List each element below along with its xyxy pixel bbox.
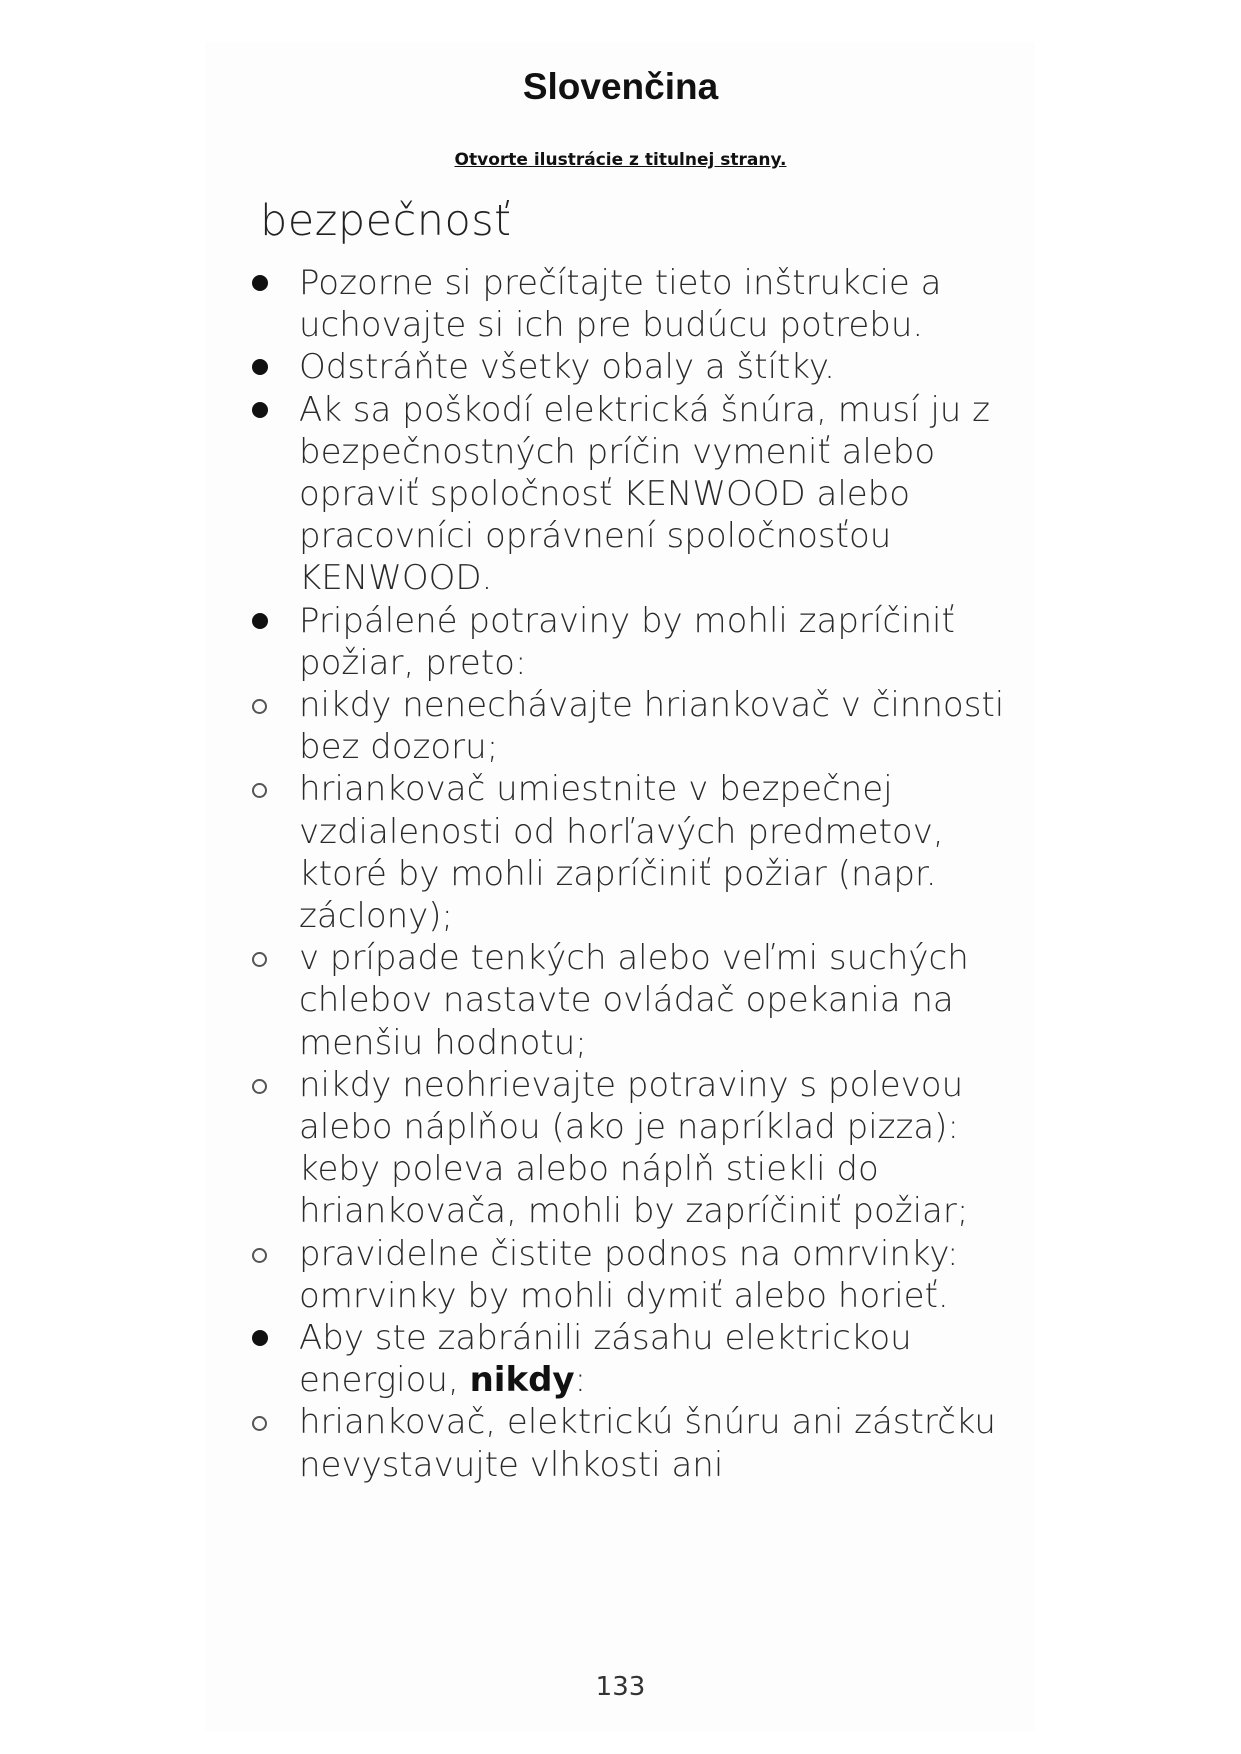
bullet-circle-icon (252, 783, 267, 798)
list-item (252, 262, 1012, 346)
sub-list-item (252, 684, 1012, 768)
list-item (252, 1317, 1012, 1401)
emphasis-text: nikdy (469, 1360, 575, 1401)
list-item-text: pravidelne čistite podnos na omrvinky: omrvinky by mohli dymiť alebo horieť. (299, 1233, 959, 1316)
list-item (252, 346, 1012, 388)
illustration-note: Otvorte ilustrácie z titulnej strany. (454, 150, 787, 170)
sub-list-item (252, 1233, 1012, 1317)
bullet-dot-icon (252, 613, 268, 629)
list-item (252, 600, 1012, 684)
list-item-text: Ak sa poškodí elektrická šnúra, musí ju z bezpečnostných príčin vymeniť alebo opraviť spoločnosť KENWOOD alebo pracovníci oprávnení spoločnosťou KENWOOD. (299, 389, 991, 599)
list-item (252, 389, 1012, 600)
bullet-dot-icon (252, 275, 268, 291)
bullet-circle-icon (252, 699, 267, 714)
page-number: 133 (595, 1672, 646, 1702)
safety-list (252, 262, 1012, 1486)
bullet-circle-icon (252, 1248, 267, 1263)
list-item-text: nikdy neohrievajte potraviny s polevou alebo náplňou (ako je napríklad pizza): keby poleva alebo náplň stiekli do hriankovača, mohli by zapríčiniť požiar; (299, 1064, 969, 1232)
bullet-dot-icon (252, 359, 268, 375)
sub-list-item (252, 768, 1012, 937)
sub-list-item (252, 937, 1012, 1064)
language-title: Slovenčina (522, 66, 719, 107)
list-item-text: v prípade tenkých alebo veľmi suchých chlebov nastavte ovládač opekania na menšiu hodnotu; (299, 938, 969, 1063)
list-item-suffix: : (574, 1360, 587, 1401)
list-item-text: Odstráňte všetky obaly a štítky. (299, 347, 835, 388)
list-item-text: hriankovač, elektrickú šnúru ani zástrčku nevystavujte vlhkosti ani (299, 1402, 996, 1485)
list-item-text: hriankovač umiestnite v bezpečnej vzdialenosti od horľavých predmetov, ktoré by mohli zapríčiniť požiar (napr. záclony); (299, 769, 944, 937)
sub-list-item (252, 1401, 1012, 1485)
bullet-dot-icon (252, 1330, 268, 1346)
list-item-text: Pripálené potraviny by mohli zapríčiniť požiar, preto: (299, 600, 955, 683)
section-heading: bezpečnosť (260, 196, 512, 246)
list-item-text: nikdy nenechávajte hriankovač v činnosti bez dozoru; (299, 685, 1005, 768)
bullet-circle-icon (252, 1416, 267, 1431)
list-item-text: Pozorne si prečítajte tieto inštrukcie a uchovajte si ich pre budúcu potrebu. (299, 263, 942, 346)
list-item-text: Aby ste zabránili zásahu elektrickou energiou, (299, 1318, 912, 1401)
bullet-circle-icon (252, 952, 267, 967)
bullet-dot-icon (252, 402, 268, 418)
sub-list-item (252, 1064, 1012, 1233)
bullet-circle-icon (252, 1079, 267, 1094)
